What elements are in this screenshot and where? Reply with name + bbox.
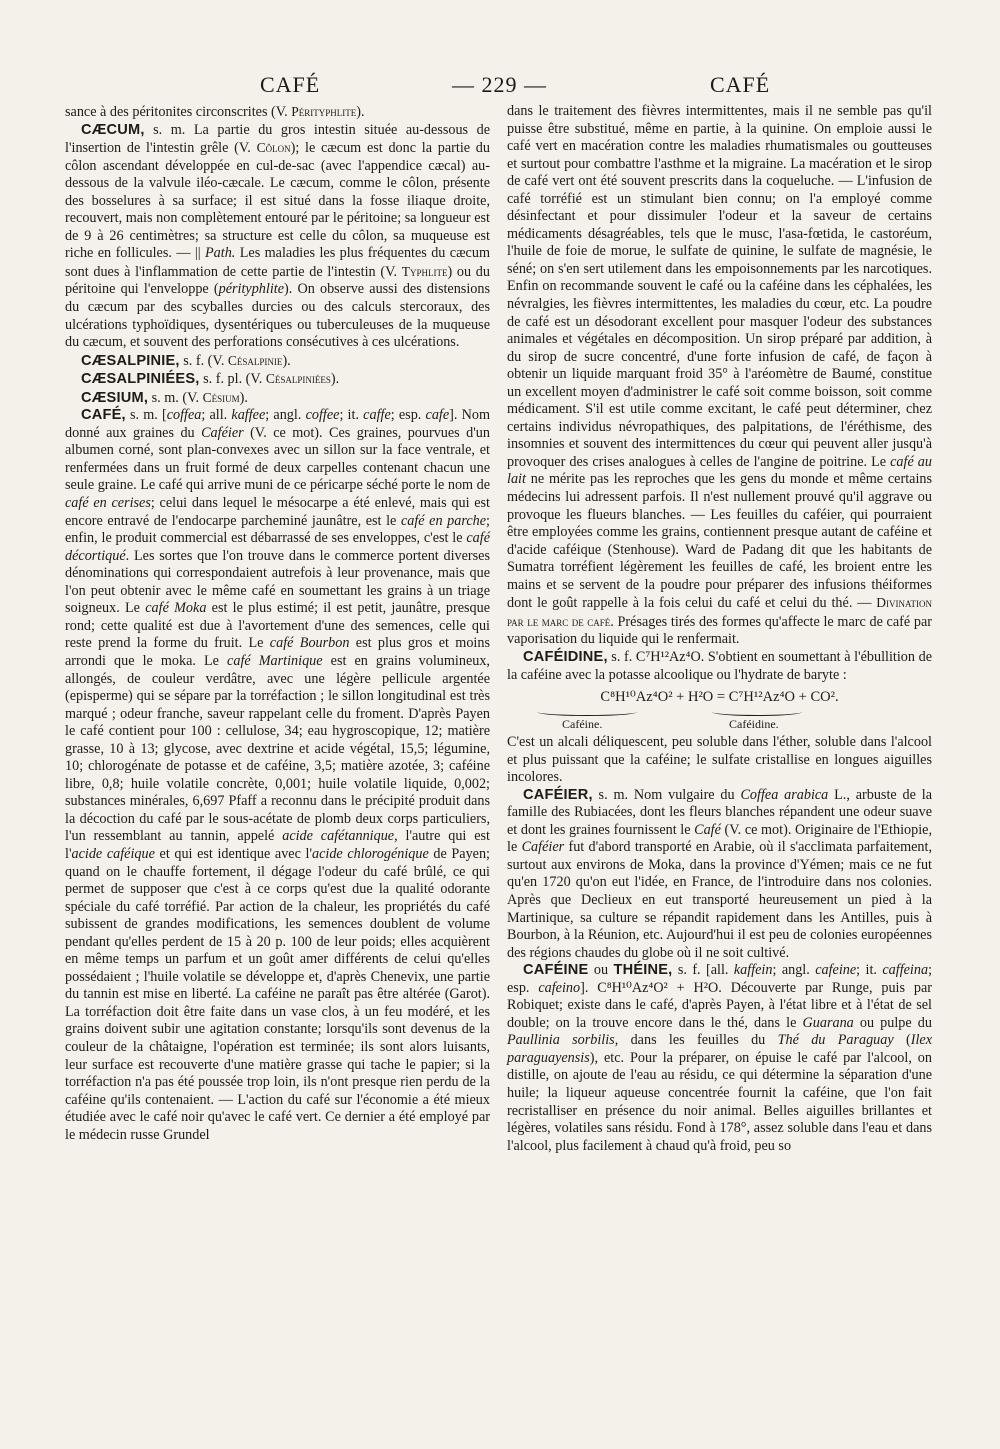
text: ; angl.	[265, 407, 306, 424]
text-italic: café en parche	[400, 512, 487, 529]
text: ; esp.	[390, 407, 426, 424]
text-italic: café Bourbon	[269, 635, 350, 652]
text: (V. ce mot). Originaire de l'Ethiopie, le	[507, 821, 932, 856]
running-head-left: CAFÉ	[260, 72, 321, 97]
text: L., arbuste de la famille des Rubiacées, dont les fleurs blanches répandent une odeur suave et dont les graines fournissent le	[507, 786, 933, 838]
headword: CAFÉIDINE,	[523, 648, 608, 665]
formula-label-caffeine: Caféine.	[562, 717, 603, 732]
text: ou	[588, 962, 614, 979]
formula-label-cafeidine: Caféidine.	[729, 717, 779, 732]
text: s. m. [	[125, 407, 167, 424]
text-italic: Caféier	[201, 424, 244, 441]
text: Les maladies les plus fréquentes du cæcum sont dues à l'inflammation de cette partie de l'intestin (V.	[65, 245, 490, 280]
entry-caesalpinie	[65, 352, 490, 371]
xref: Césium	[202, 389, 240, 405]
text: s. f. C⁷H¹²Az⁴O. S'obtient en soumettant à l'ébullition de la caféine avec la potasse alcoolique ou l'hydrate de baryte :	[507, 648, 932, 683]
headword: CAFÉIER,	[523, 786, 593, 803]
text: (	[893, 1032, 911, 1049]
chemical-formula: C⁸H¹⁰Az⁴O² + H²O = C⁷H¹²Az⁴O + CO².	[600, 689, 839, 706]
text: et qui est identique avec l'	[154, 845, 312, 862]
text: ]. C⁸H¹⁰Az⁴O² + H²O. Découverte par Runge, puis par Robiquet; existe dans le café, d'après Payen, à l'état libre et à l'état de sel double; on la trouve encore dans le thé, dans le	[507, 979, 932, 1031]
text: de Payen; quand on le chauffe fortement, il dégage l'odeur du café brûlé, ce qui permet de supposer que c'est à ce corps qu'est due la qualité odorante spéciale du café torréfié. Par action de la chaleur, les propriétés du café subissent de grandes modifications, les semences doublent de volume pendant qu'elles perdent de 15 à 20 p. 100 de leur poids; elles acquièrent en même temps un parfum et un goût amer différents de celui qu'elles possédaient ; l'huile volatile se développe et, d'après Chenevix, une partie du tannin est mise en liberté. La caféine ne paraît pas être altérée (Garot). La torréfaction doit être faite dans un vase clos, à un feu modéré, et les grains doivent subir une agitation constante; lorsqu'ils sont devenus de la couleur de la châtaigne, l'opération est terminée; ils sont alors luisants, leur surface est recouverte d'une matière grasse qui tache le papier; si la torréfaction n'a pas été poussée trop loin, ils n'ont presque rien perdu de la caféine qu'ils contenaient. — L'action du café sur l'économie a été mieux étudiée avec le café noir qu'avec le café vert. Ce dernier a été employé par le médecin russe Grundel	[65, 845, 490, 1143]
xref: Côlon	[256, 140, 291, 156]
text: ) ou du péritoine qui l'enveloppe (	[65, 263, 490, 298]
headword: CÆSIUM,	[81, 389, 149, 406]
text: (V. ce mot). Ces graines, pourvues d'un albumen corné, sont plan-convexes avec un sillon sur la face ventrale, et renfermées dans un fruit formé de deux carpelles contenant chacun une seule graine. Le café qui arrive muni de ce péricarpe séché porte le nom de	[65, 424, 491, 494]
entry-cafeine	[507, 962, 932, 1155]
headword: CÆSALPINIE,	[81, 352, 180, 369]
brace-cafeidine	[712, 708, 802, 716]
text-italic: acide chlorogénique	[312, 845, 429, 862]
text: ), etc. Pour la préparer, on épuise le café par l'alcool, on distille, on ajoute de l'eau au résidu, ce qui détermine la séparation d'une huile; la liqueur aqueuse concentrée fournit la caféine, que l'on fait recristalliser en présence du noir animal. Belles aiguilles brillantes et légères, volatiles sans résidu. Fond à 178°, assez soluble dans l'eau et dans l'alcool, plus facilement à chaud qu'à froid, peu so	[507, 1049, 932, 1154]
text: s. m. (V.	[148, 389, 203, 406]
text: s. m. La partie du gros intestin située au-dessous de l'insertion de l'intestin grêle (V.	[65, 121, 490, 157]
text-italic: café Moka	[145, 600, 207, 617]
text-italic: café au lait	[507, 453, 932, 488]
xref: Typhlite	[401, 263, 448, 279]
headword: THÉINE,	[613, 962, 673, 979]
text: est le plus estimé; il est petit, jaunâtre, presque rond; cette qualité est due à l'avortement d'une des semences, celle qui reste prend la forme du fruit. Le	[65, 600, 491, 652]
subheading: Divination par le marc de café	[507, 595, 932, 629]
text-italic: kaffein	[733, 962, 773, 979]
text-italic: Thé du Paraguay	[777, 1032, 894, 1049]
text-italic: café en cerises	[65, 495, 151, 512]
text: est en grains volumineux, allongés, de couleur verdâtre, avec une légère pellicule argentée (episperme) qui se sépare par la torréfaction ; le sillon longitudinal est très marqué ; odeur franche, saveur rappelant celle du froment. D'après Payen le café contient pour 100 : cellulose, 34; eau hygroscopique, 12; matière grasse, 10 à 13; glycose, avec dextrine et acide végétal, 15,5; légumine, 10; chlorogénate de potasse et de caféine, 3,5; matière azotée, 3; caféine libre, 0,8; huile volatile concrète, 0,001; huile volatile liquide, 0,002; substances minérales, 6,697 Pfaff a reconnu dans le précipité produit dans la décoction du café par le sous-acétate de plomb deux corps particuliers, l'un ressemblant au tannin, appelé	[65, 652, 490, 845]
text-italic: cafeino	[538, 979, 581, 996]
right-column	[507, 103, 932, 1155]
entry-cafe	[65, 407, 490, 1144]
text-italic: coffee	[305, 407, 340, 424]
text: ).	[330, 371, 340, 388]
text-italic: café décortiqué	[65, 530, 490, 564]
text: ; it.	[856, 962, 883, 979]
entry-cafeidine	[507, 649, 932, 684]
headword: CÆSALPINIÉES,	[81, 371, 200, 388]
text-italic: Café	[694, 821, 721, 838]
headword: CÆCUM,	[81, 121, 145, 138]
text: ); le cæcum est donc la partie du côlon ascendant développée en cul-de-sac (avec l'appendice cæcal) au-dessous de la valvule iléo-cæcale. Le cæcum, comme le côlon, présente des bosselures à sa surface; il est situé dans la fosse iliaque droite, recouvert, mais non complètement entouré par le péritoine; sa longueur est de 9 à 26 centimètres; sa structure est celle du côlon, sa muqueuse est riche en follicules. — ||	[65, 140, 490, 262]
text: ).	[356, 104, 365, 120]
text: ). On observe aussi des distensions du cæcum par des scyballes durcies ou des calculs stercoraux, des ulcérations typhoïdiques, dysentériques ou tuberculeuses de la muqueuse du cæcum, et souvent des perforations consécutives à ces ulcérations.	[65, 281, 490, 351]
text: dans le traitement des fièvres intermittentes, mais il ne semble pas qu'il puisse être substitué, même en partie, à la quinine. On emploie aussi le café vert en macération contre les maladies rhumatismales ou goutteuses et surtout pour combattre l'asthme et la migraine. La macération et le sirop de café vert ont été souvent prescrits dans la coqueluche. — L'infusion de café torréfié est un stimulant bien connu; on l'a employé comme désinfectant et pour dissimuler l'odeur et la saveur de certains médicaments désagréables, tels que le musc, l'asa-fœtida, le castoréum, l'huile de foie de morue, le sulfate de quinine, le sulfate de magnésie, le séné; on s'en sert utilement dans les empoisonnements par les narcotiques. Enfin on recommande souvent le café ou la caféine dans les céphalées, les névralgies, les fièvres intermittentes, les maladies du cœur, etc. La poudre de café est un désodorant excellent pour masquer l'odeur des substances animales et végétales en décomposition. Un sirop préparé par addition, à du sirop de sucre concentré, d'une forte infusion de café, de façon à obtenir un liquide marquant froid 35° à l'aréomètre de Baumé, constitue un excellent moyen d'administrer le café soit comme boisson, soit comme médicament. S'il est utile comme excitant, le café peut déterminer, chez certains individus névropathiques, des palpitations, de l'éréthisme, des insomnies et souvent des intermittences du cœur qui peuvent aller jusqu'à provoquer des crises analogues à celles de l'angine de poitrine. Le	[507, 103, 932, 470]
text: ; angl.	[772, 962, 816, 979]
xref: Césalpinie	[227, 352, 283, 368]
text: ; celui dans lequel le mésocarpe a été enlevé, mais qui est encore entravé de l'endocarpe parcheminé jaunâtre, est le	[65, 495, 490, 529]
running-head	[60, 72, 950, 100]
headword: CAFÉINE	[523, 962, 589, 979]
entry-cafe-continued	[507, 103, 932, 649]
text-italic: cafe	[425, 407, 450, 424]
text: s. f. pl. (V.	[199, 371, 266, 388]
text-italic: pérityphlite	[218, 281, 285, 298]
text-italic: Ilex paraguayensis	[507, 1032, 932, 1066]
text: ; enfin, le produit commercial est débarrassé de ses enveloppes, c'est le	[65, 512, 490, 547]
text: s. f. (V.	[179, 352, 228, 369]
text: . Présages tirés des formes qu'affecte le marc de café par vaporisation du liquide qui le renfermait.	[507, 613, 932, 648]
entry-caesalpiniees	[65, 370, 490, 389]
cafeidine-description: C'est un alcali déliquescent, peu soluble dans l'éther, soluble dans l'alcool et plus puissant que la caféine; le sulfate cristallise en longues aiguilles incolores.	[507, 734, 932, 786]
xref: Pérityphlite	[291, 104, 357, 119]
text: , dans les feuilles du	[614, 1032, 778, 1049]
text-italic: coffea	[166, 407, 202, 424]
brace-caffeine	[537, 708, 637, 716]
text: , l'autre qui est l'	[65, 828, 490, 862]
text-italic: Coffea arabica	[740, 786, 829, 803]
entry-continuation	[65, 103, 490, 122]
text: fut d'abord transporté en Arabie, où il s'acclimata parfaitement, surtout aux environs de Moka, dans la province d'Yémen; mais ce ne fut qu'en 1720 qu'on eut l'idée, en France, de l'introduire dans nos colonies. Après que Declieux en eut transporté heureusement un pied à la Martinique, sa culture se répandit rapidement dans les Antilles, puis à Bourbon, à la Réunion, etc. Aujourd'hui il est peu de colonies européennes des régions chaudes du globe où il ne soit cultivé.	[507, 839, 932, 961]
page-number: — 229 —	[452, 72, 547, 97]
xref: Césalpiniées	[265, 371, 331, 387]
text: ).	[239, 389, 248, 406]
entry-caesium	[65, 389, 490, 408]
text: ou pulpe du	[853, 1014, 932, 1031]
entry-caecum	[65, 122, 490, 352]
text-italic: caffe	[363, 407, 391, 424]
text: sance à des péritonites circonscrites (V.	[65, 104, 292, 120]
text-italic: acide cafétannique	[282, 828, 395, 845]
headword: CAFÉ,	[81, 407, 126, 424]
running-head-right: CAFÉ	[710, 72, 771, 97]
text: ; all.	[201, 407, 232, 424]
text-italic: Path.	[205, 245, 236, 262]
text-italic: Caféier	[521, 839, 565, 856]
text-italic: Guarana	[802, 1014, 854, 1031]
text: . Les sortes que l'on trouve dans le commerce portent diverses dénominations qui correspondaient autrefois à leur provenance, mais que l'on peut obtenir avec le même café en soumettant les grains à un triage soigneux. Le	[65, 547, 490, 617]
text-italic: cafeine	[815, 962, 857, 979]
text: ; esp.	[507, 962, 933, 996]
entry-cafeier	[507, 787, 932, 962]
text: s. f. [all.	[672, 962, 734, 979]
left-column	[65, 103, 490, 1144]
text: s. m. Nom vulgaire du	[592, 786, 741, 803]
text: ]. Nom donné aux graines du	[65, 407, 490, 441]
text: est plus gros et moins arrondi que le moka. Le	[65, 635, 490, 669]
text-italic: kaffee	[231, 407, 266, 424]
text: ne mérite pas les reproches que les gens du monde et même certains médecins lui adressent parfois. Il n'est nullement prouvé qu'il aggrave ou provoque les flueurs blanches. — Les feuilles du caféier, qui pourraient être employées comme les grains, contiennent presque autant de caféine et d'acide caféique (Stenhouse). Ward de Padang dit que les habitants de Sumatra torréfient légèrement les feuilles de café, les broient entre les mains et se servent de la poudre pour préparer des infusions théiformes dont le goût rappelle à la fois celui du café et celui du thé. —	[507, 471, 932, 612]
text-italic: café Martinique	[227, 652, 323, 669]
formula-braces	[507, 708, 932, 730]
text-italic: acide caféique	[71, 845, 155, 862]
text-italic: Paullinia sorbilis	[507, 1032, 615, 1049]
text: ; it.	[339, 407, 364, 424]
text: ).	[282, 352, 291, 369]
text-italic: caffeina	[882, 962, 929, 979]
